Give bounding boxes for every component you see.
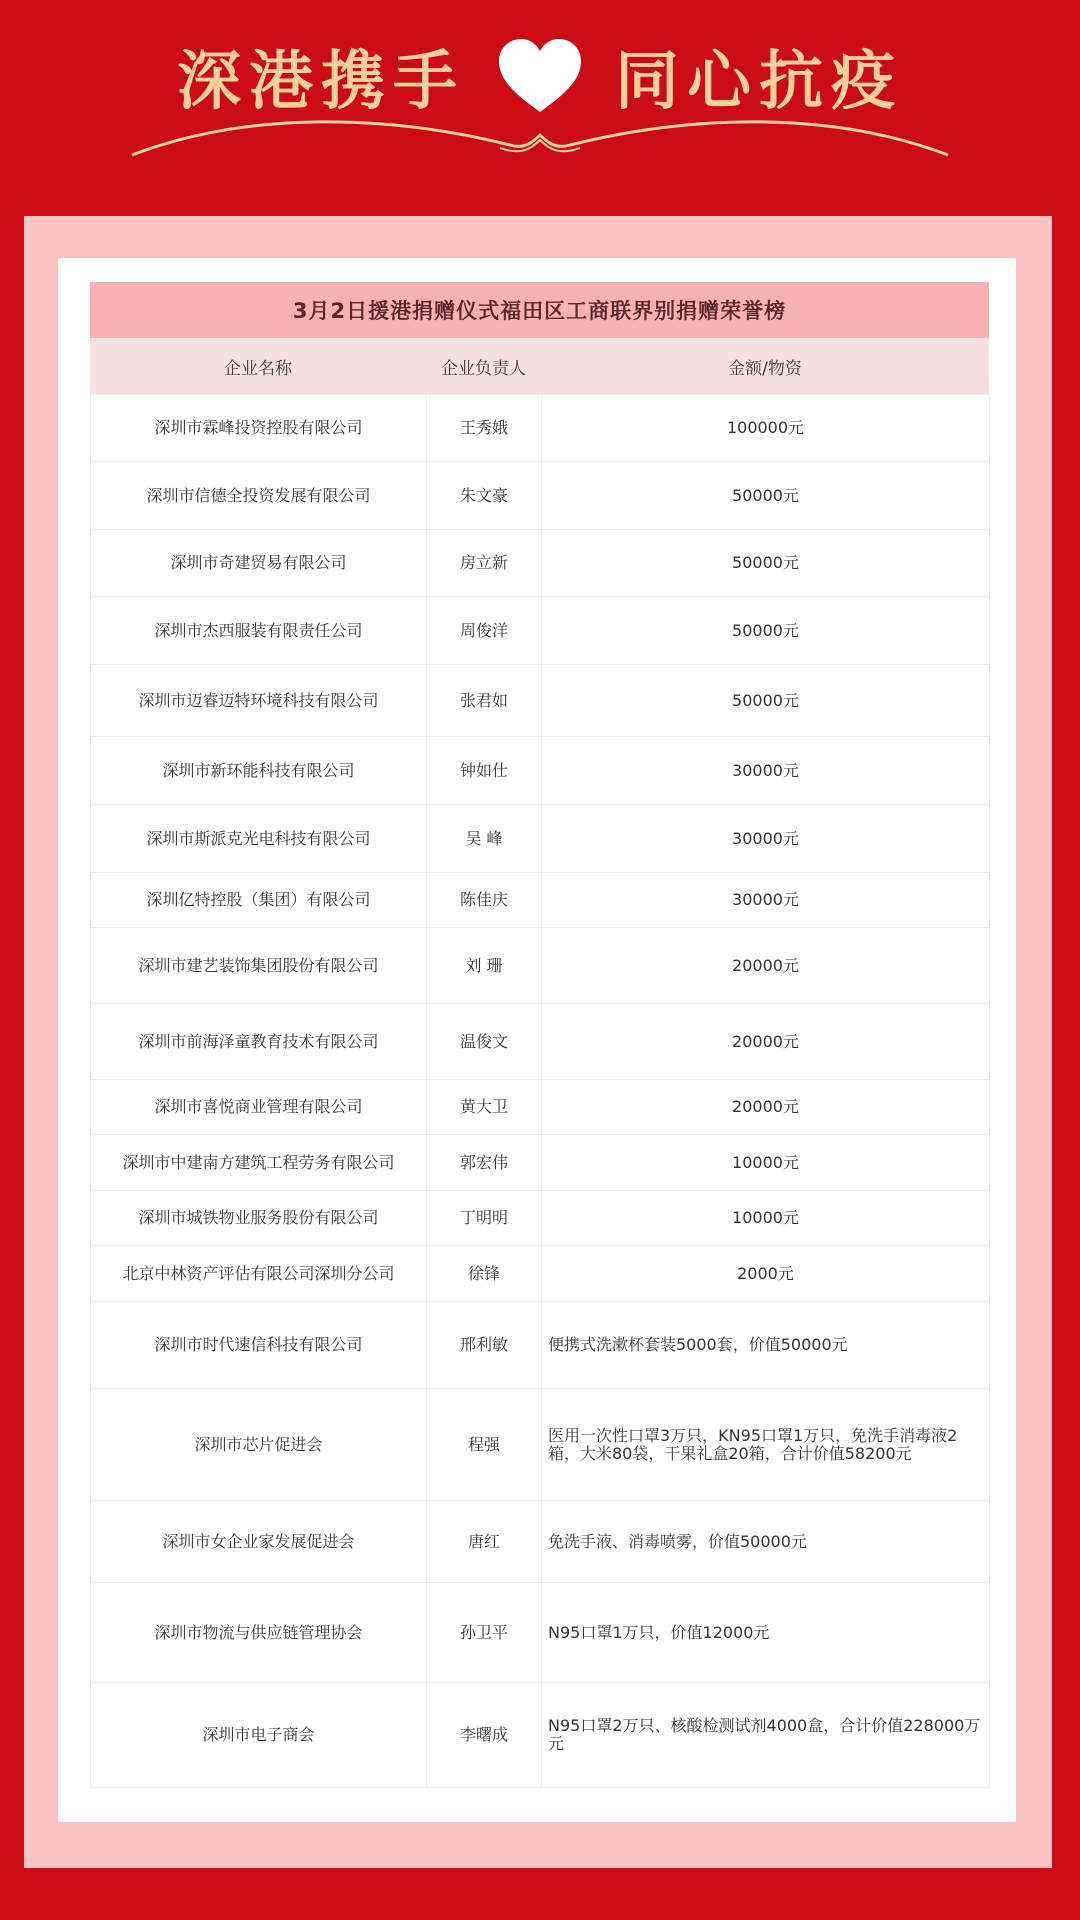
cell-person: 孙卫平 — [427, 1583, 542, 1683]
cell-amount: 50000元 — [542, 597, 990, 665]
table-row — [91, 395, 990, 462]
cell-amount: 20000元 — [542, 1080, 990, 1135]
heart-icon — [495, 36, 585, 116]
cell-company: 深圳亿特控股（集团）有限公司 — [91, 873, 427, 928]
cell-company: 深圳市喜悦商业管理有限公司 — [91, 1080, 427, 1135]
cell-amount: 20000元 — [542, 1004, 990, 1080]
cell-amount: 10000元 — [542, 1191, 990, 1246]
table-row — [91, 1302, 990, 1389]
cell-amount: 30000元 — [542, 737, 990, 805]
table-row — [91, 1080, 990, 1135]
cell-amount: 50000元 — [542, 462, 990, 530]
cell-company: 深圳市中建南方建筑工程劳务有限公司 — [91, 1135, 427, 1191]
table-row — [91, 805, 990, 873]
banner-title — [0, 30, 1080, 122]
cell-amount: 便携式洗漱杯套装5000套，价值50000元 — [542, 1302, 990, 1389]
cell-amount: N95口罩1万只，价值12000元 — [542, 1583, 990, 1683]
cell-person: 吴 峰 — [427, 805, 542, 873]
cell-company: 深圳市信德全投资发展有限公司 — [91, 462, 427, 530]
table-row — [91, 1246, 990, 1302]
cell-person: 徐锋 — [427, 1246, 542, 1302]
cell-person: 房立新 — [427, 530, 542, 597]
banner-title-left: 深港携手 — [177, 44, 465, 119]
cell-company: 深圳市时代速信科技有限公司 — [91, 1302, 427, 1389]
cell-amount: 50000元 — [542, 665, 990, 737]
cell-amount: N95口罩2万只、核酸检测试剂4000盒，合计价值228000万元 — [542, 1683, 990, 1788]
cell-person: 陈佳庆 — [427, 873, 542, 928]
table-row — [91, 1683, 990, 1788]
table-row — [91, 1191, 990, 1246]
cell-company: 深圳市芯片促进会 — [91, 1389, 427, 1501]
cell-person: 刘 珊 — [427, 928, 542, 1004]
cell-person: 郭宏伟 — [427, 1135, 542, 1191]
cell-company: 深圳市斯派克光电科技有限公司 — [91, 805, 427, 873]
cell-person: 黄大卫 — [427, 1080, 542, 1135]
cell-person: 周俊洋 — [427, 597, 542, 665]
banner-title-right: 同心抗疫 — [615, 44, 903, 119]
table-row — [91, 530, 990, 597]
table-row — [91, 1004, 990, 1080]
table-header — [90, 338, 989, 394]
table-row — [91, 1583, 990, 1683]
table-row — [91, 737, 990, 805]
cell-amount: 医用一次性口罩3万只，KN95口罩1万只，免洗手消毒液2箱，大米80袋，干果礼盒20箱，合计价值58200元 — [542, 1389, 990, 1501]
header-person: 企业负责人 — [441, 358, 526, 379]
donation-table — [90, 282, 989, 1788]
cell-person: 丁明明 — [427, 1191, 542, 1246]
table-title: 3月2日援港捐赠仪式福田区工商联界别捐赠荣誉榜 — [90, 282, 989, 338]
cell-person: 张君如 — [427, 665, 542, 737]
cell-company: 深圳市杰西服装有限责任公司 — [91, 597, 427, 665]
cell-amount: 免洗手液、消毒喷雾，价值50000元 — [542, 1501, 990, 1583]
table-row — [91, 1501, 990, 1583]
cell-person: 李曙成 — [427, 1683, 542, 1788]
cell-amount: 20000元 — [542, 928, 990, 1004]
cell-company: 北京中林资产评估有限公司深圳分公司 — [91, 1246, 427, 1302]
decorative-swoosh — [130, 110, 950, 170]
cell-person: 朱文豪 — [427, 462, 542, 530]
cell-company: 深圳市物流与供应链管理协会 — [91, 1583, 427, 1683]
table-row — [91, 665, 990, 737]
cell-amount: 2000元 — [542, 1246, 990, 1302]
cell-company: 深圳市建艺装饰集团股份有限公司 — [91, 928, 427, 1004]
header-company: 企业名称 — [224, 358, 292, 379]
table-row — [91, 462, 990, 530]
cell-company: 深圳市城铁物业服务股份有限公司 — [91, 1191, 427, 1246]
banner — [0, 0, 1080, 200]
cell-company: 深圳市电子商会 — [91, 1683, 427, 1788]
cell-person: 温俊文 — [427, 1004, 542, 1080]
cell-amount: 10000元 — [542, 1135, 990, 1191]
cell-person: 王秀娥 — [427, 395, 542, 462]
table-row — [91, 1389, 990, 1501]
cell-amount: 50000元 — [542, 530, 990, 597]
cell-person: 邢利敏 — [427, 1302, 542, 1389]
cell-person: 唐红 — [427, 1501, 542, 1583]
cell-company: 深圳市前海泽童教育技术有限公司 — [91, 1004, 427, 1080]
header-amount: 金额/物资 — [728, 358, 802, 379]
cell-company: 深圳市女企业家发展促进会 — [91, 1501, 427, 1583]
cell-person: 钟如仕 — [427, 737, 542, 805]
cell-amount: 30000元 — [542, 805, 990, 873]
cell-amount: 30000元 — [542, 873, 990, 928]
cell-person: 程强 — [427, 1389, 542, 1501]
table-row — [91, 928, 990, 1004]
cell-company: 深圳市迈睿迈特环境科技有限公司 — [91, 665, 427, 737]
cell-amount: 100000元 — [542, 395, 990, 462]
table-row — [91, 1135, 990, 1191]
cell-company: 深圳市新环能科技有限公司 — [91, 737, 427, 805]
cell-company: 深圳市奇建贸易有限公司 — [91, 530, 427, 597]
table-row — [91, 873, 990, 928]
cell-company: 深圳市霖峰投资控股有限公司 — [91, 395, 427, 462]
table-body — [90, 394, 990, 1788]
table-row — [91, 597, 990, 665]
